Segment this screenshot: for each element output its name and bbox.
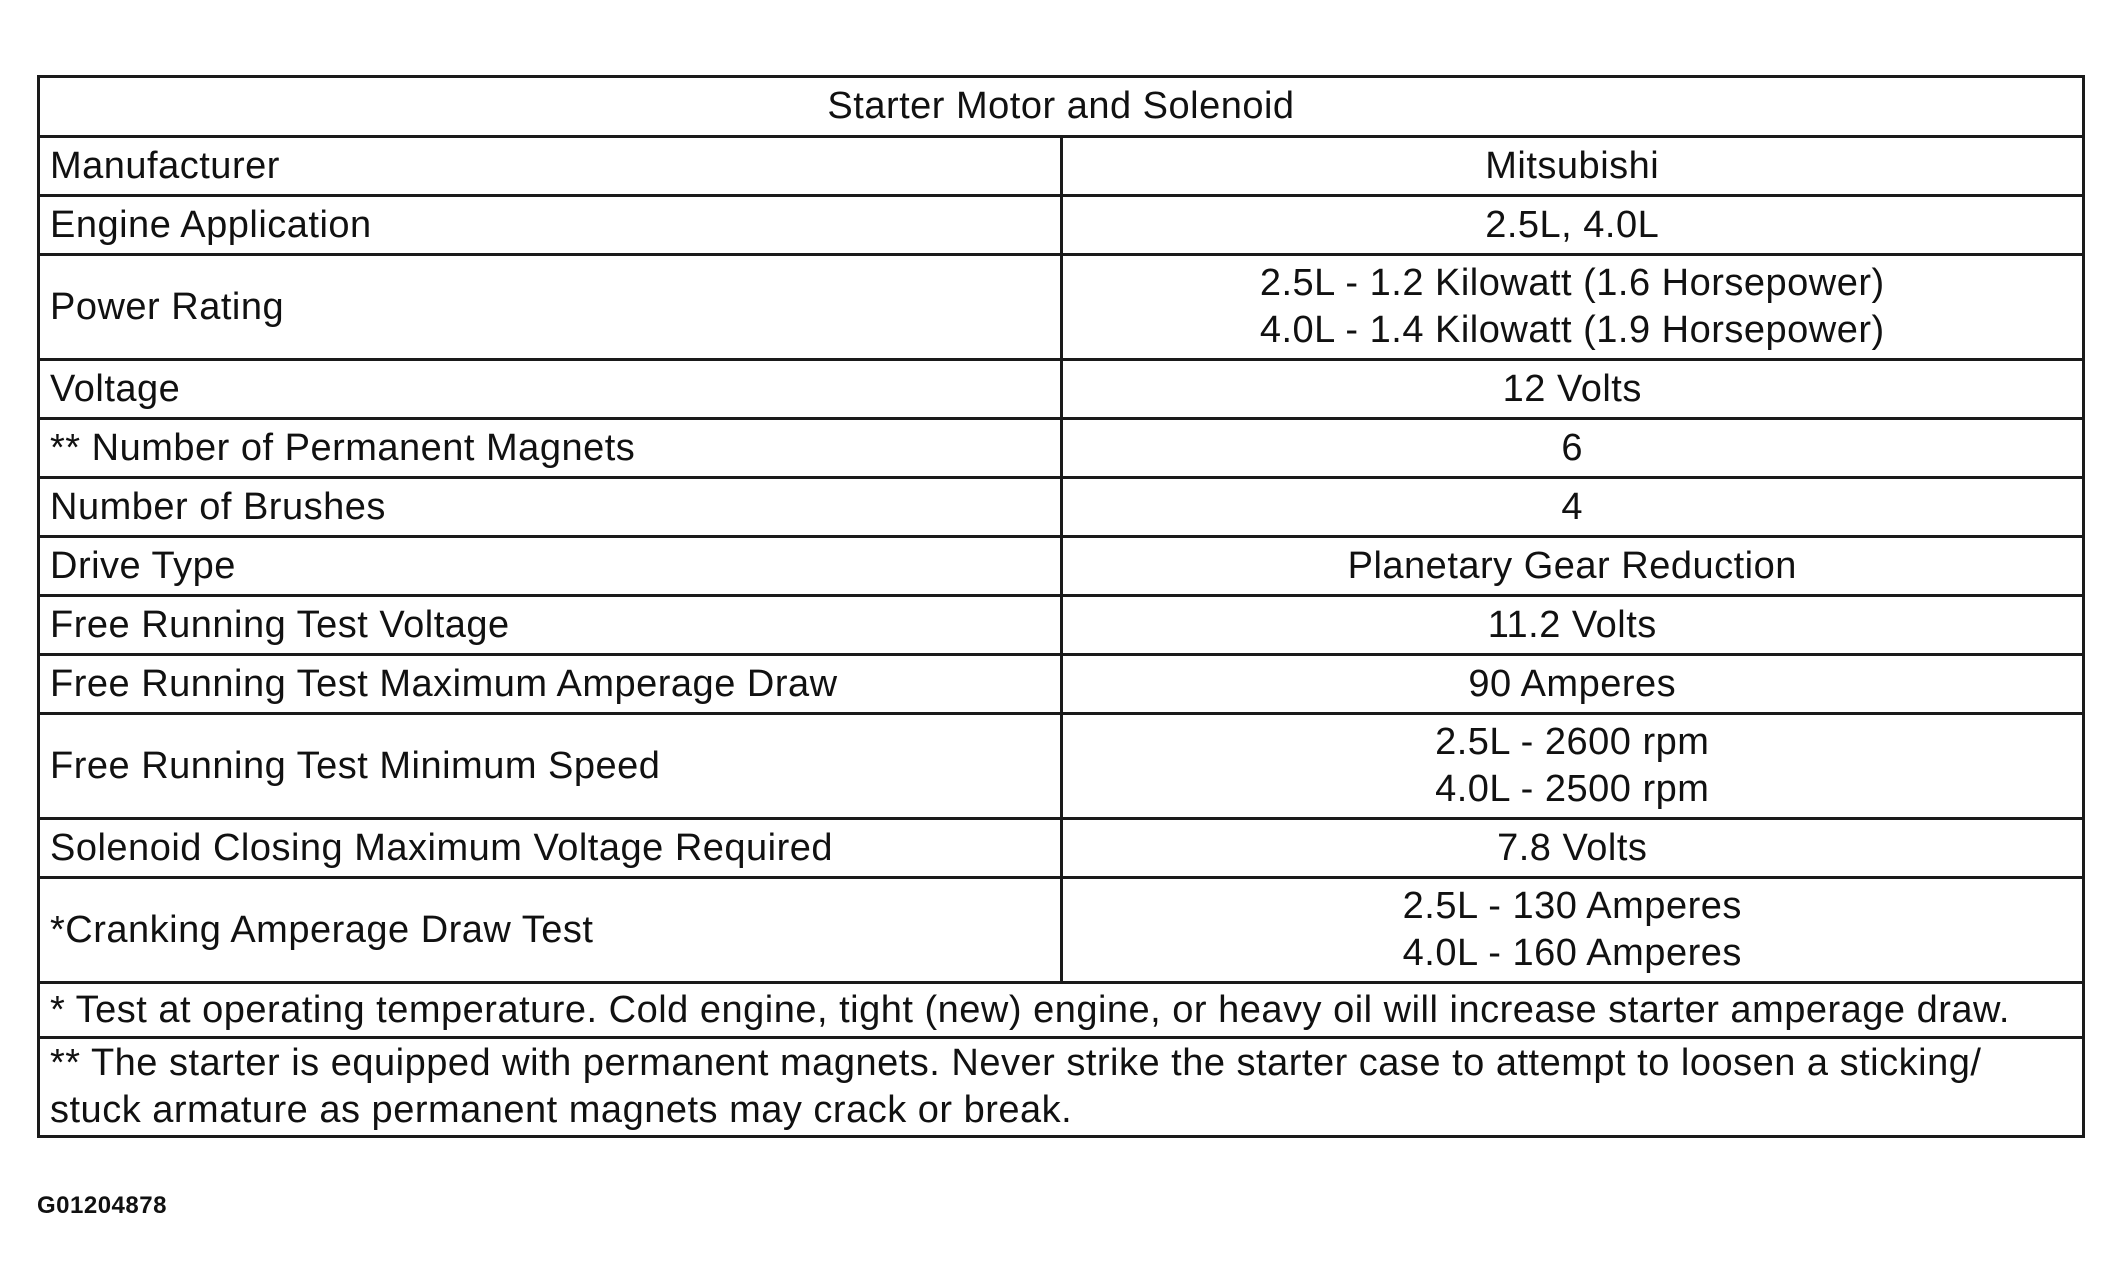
row-value (1061, 360, 2084, 419)
row-value (1061, 714, 2084, 819)
row-label: Free Running Test Voltage (39, 596, 1062, 655)
row-value (1061, 419, 2084, 478)
value-line: 12 Volts (1502, 367, 1642, 410)
row-value (1061, 878, 2084, 983)
value-line: 7.8 Volts (1497, 826, 1648, 869)
value-line: Planetary Gear Reduction (1347, 544, 1797, 587)
value-line: 2.5L - 2600 rpm (1435, 721, 1710, 763)
value-line: 2.5L - 1.2 Kilowatt (1.6 Horsepower) (1259, 262, 1885, 304)
row-value (1061, 537, 2084, 596)
table-row (39, 255, 2084, 360)
figure-id: G01204878 (37, 1192, 167, 1219)
table-row (39, 196, 2084, 255)
value-line: 4 (1561, 485, 1584, 528)
footnote-double-asterisk: ** The starter is equipped with permanent magnets. Never strike the starter case to attempt to loosen a sticking/ stuck armature as permanent magnets may crack or break. (39, 1038, 2084, 1137)
table-row (39, 819, 2084, 878)
row-label: Drive Type (39, 537, 1062, 596)
table-row (39, 360, 2084, 419)
row-label: Engine Application (39, 196, 1062, 255)
value-line: 11.2 Volts (1487, 603, 1657, 646)
row-value (1061, 137, 2084, 196)
table-row (39, 478, 2084, 537)
table-row (39, 419, 2084, 478)
value-line: 4.0L - 1.4 Kilowatt (1.9 Horsepower) (1259, 309, 1885, 351)
row-value (1061, 596, 2084, 655)
value-line: 4.0L - 160 Amperes (1402, 932, 1742, 974)
value-line: 2.5L - 130 Amperes (1402, 885, 1742, 927)
row-label: Free Running Test Maximum Amperage Draw (39, 655, 1062, 714)
note-row (39, 983, 2084, 1038)
row-label: Power Rating (39, 255, 1062, 360)
row-value (1061, 819, 2084, 878)
starter-motor-spec-table (37, 75, 2085, 1138)
table-row (39, 537, 2084, 596)
table-row (39, 878, 2084, 983)
table-row (39, 137, 2084, 196)
table-title-row (39, 77, 2084, 137)
footnote-single-asterisk: * Test at operating temperature. Cold engine, tight (new) engine, or heavy oil will increase starter amperage draw. (39, 983, 2084, 1038)
value-line: 90 Amperes (1468, 662, 1677, 705)
value-line: 2.5L, 4.0L (1485, 203, 1660, 246)
value-line: 4.0L - 2500 rpm (1435, 768, 1710, 810)
row-value (1061, 655, 2084, 714)
table-row (39, 655, 2084, 714)
row-value (1061, 478, 2084, 537)
row-label: Number of Brushes (39, 478, 1062, 537)
table-title: Starter Motor and Solenoid (39, 77, 2084, 137)
value-line: 6 (1561, 426, 1584, 469)
row-label: ** Number of Permanent Magnets (39, 419, 1062, 478)
row-label: Free Running Test Minimum Speed (39, 714, 1062, 819)
row-label: Voltage (39, 360, 1062, 419)
row-label: Solenoid Closing Maximum Voltage Required (39, 819, 1062, 878)
value-line: Mitsubishi (1485, 144, 1660, 187)
table-row (39, 714, 2084, 819)
table-row (39, 596, 2084, 655)
row-value (1061, 196, 2084, 255)
row-value (1061, 255, 2084, 360)
row-label: Manufacturer (39, 137, 1062, 196)
note-row (39, 1038, 2084, 1137)
row-label: *Cranking Amperage Draw Test (39, 878, 1062, 983)
